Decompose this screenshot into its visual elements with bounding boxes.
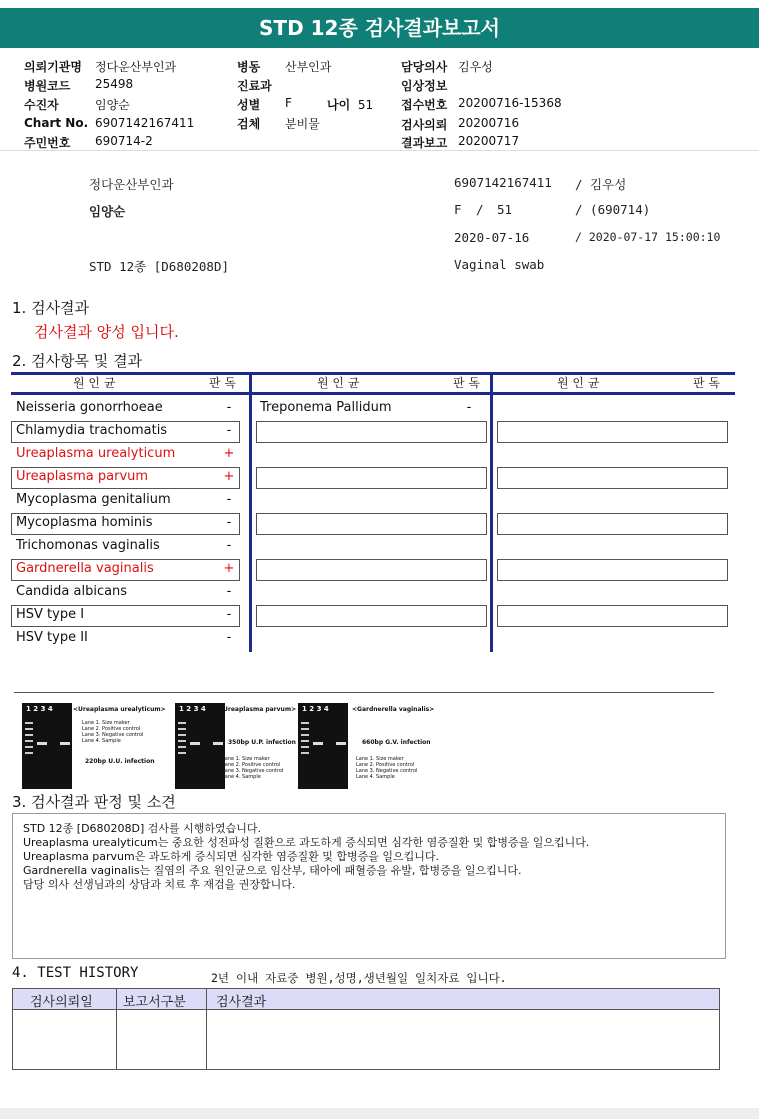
header-organism: 원 인 균 xyxy=(557,376,600,390)
gel-band xyxy=(301,722,309,724)
header-value: F xyxy=(285,96,292,110)
header-organism: 원 인 균 xyxy=(317,376,360,390)
gel-band xyxy=(25,746,33,748)
summary-sex: F xyxy=(454,202,462,217)
section-4-title: 4. TEST HISTORY xyxy=(12,965,139,981)
header-label: 검체 xyxy=(237,117,261,131)
history-col-result: 검사결과 xyxy=(216,995,267,1010)
organism-name: Treponema Pallidum xyxy=(260,400,392,415)
gel-band xyxy=(301,740,309,742)
organism-name: Ureaplasma urealyticum xyxy=(16,446,176,461)
summary-specimen: Vaginal swab xyxy=(454,257,545,272)
gel-caption: <Ureaplasma parvum> xyxy=(218,706,297,713)
gel-band xyxy=(301,728,309,730)
history-col-type: 보고서구분 xyxy=(123,995,186,1010)
organism-result: - xyxy=(226,515,232,530)
summary-slash: / xyxy=(476,202,484,217)
organism-result: - xyxy=(226,400,232,415)
table-column-rule xyxy=(249,372,252,652)
opinion-box xyxy=(12,813,726,959)
organism-name: Mycoplasma genitalium xyxy=(16,492,171,507)
page-footer xyxy=(0,1108,759,1119)
summary-test: STD 12종 [D680208D] xyxy=(89,259,230,274)
organism-name: HSV type I xyxy=(16,607,85,622)
organism-result: - xyxy=(226,423,232,438)
gel-band-label: 350bp U.P. infection xyxy=(228,739,296,746)
gel-band xyxy=(178,722,186,724)
gel-band xyxy=(301,752,309,754)
age-field xyxy=(327,96,373,113)
gel-band xyxy=(190,742,200,745)
history-note: 2년 이내 자료중 병원,성명,생년월일 일치자료 입니다. xyxy=(211,971,507,985)
header-organism: 원 인 균 xyxy=(73,376,116,390)
gel-band xyxy=(37,742,47,745)
history-col-date: 검사의뢰일 xyxy=(30,995,93,1010)
summary-age: 51 xyxy=(497,202,513,217)
overall-result: 검사결과 양성 입니다. xyxy=(34,323,179,341)
organism-result: - xyxy=(226,538,232,553)
age-value: 51 xyxy=(357,98,374,112)
history-column-rule xyxy=(116,989,117,1069)
gel-band xyxy=(178,740,186,742)
header-value: 20200716-15368 xyxy=(458,96,562,110)
header-label: 주민번호 xyxy=(24,136,71,150)
organism-name: Chlamydia trachomatis xyxy=(16,423,168,438)
summary-clinic: 정다운산부인과 xyxy=(89,177,174,192)
section-3-title: 3. 검사결과 판정 및 소견 xyxy=(12,793,176,811)
result-cell-box xyxy=(256,513,487,535)
gel-band xyxy=(213,742,223,745)
table-top-rule xyxy=(11,372,735,375)
organism-name: Mycoplasma hominis xyxy=(16,515,153,530)
opinion-line: STD 12종 [D680208D] 검사를 시행하였습니다. xyxy=(23,822,262,835)
header-value: 임양순 xyxy=(95,98,130,112)
gel-caption: <Ureaplasma urealyticum> xyxy=(73,706,166,713)
organism-result: - xyxy=(226,630,232,645)
divider xyxy=(0,150,759,151)
header-value: 정다운산부인과 xyxy=(95,60,177,74)
history-header-row xyxy=(13,989,719,1010)
organism-result: + xyxy=(223,469,235,484)
gel-divider xyxy=(14,692,714,693)
summary-reported: / 2020-07-17 15:00:10 xyxy=(575,230,721,244)
header-label: Chart No. xyxy=(24,116,89,130)
gel-caption: <Gardnerella vaginalis> xyxy=(352,706,435,713)
result-cell-box xyxy=(497,513,728,535)
summary-birth: / (690714) xyxy=(575,202,651,217)
results-table xyxy=(11,372,735,654)
gel-band xyxy=(25,752,33,754)
result-cell-box xyxy=(256,559,487,581)
gel-band xyxy=(178,728,186,730)
gel-band xyxy=(25,734,33,736)
gel-band xyxy=(301,734,309,736)
history-column-rule xyxy=(206,989,207,1069)
table-column-rule xyxy=(490,372,493,652)
header-label: 검사의뢰 xyxy=(401,118,448,132)
report-title: STD 12종 검사결과보고서 xyxy=(0,8,759,48)
header-value: 분비물 xyxy=(285,117,320,131)
organism-result: + xyxy=(223,446,235,461)
header-label: 수진자 xyxy=(24,98,59,112)
header-label: 성별 xyxy=(237,98,261,112)
section-2-title: 2. 검사항목 및 결과 xyxy=(12,352,143,370)
header-value: 6907142167411 xyxy=(95,116,195,130)
summary-chart: 6907142167411 xyxy=(454,175,552,190)
gel-lane-numbers: 1 2 3 4 xyxy=(179,705,206,713)
header-label: 접수번호 xyxy=(401,98,448,112)
gel-band-label: 660bp G.V. infection xyxy=(362,739,431,746)
opinion-line: Ureaplasma parvum은 과도하게 증식되면 심각한 염증질환 및 합병증을 일으킵니다. xyxy=(23,850,439,863)
organism-name: HSV type II xyxy=(16,630,88,645)
header-result: 판 독 xyxy=(693,376,720,390)
result-cell-box xyxy=(256,605,487,627)
organism-result: - xyxy=(226,584,232,599)
gel-lane-numbers: 1 2 3 4 xyxy=(26,705,53,713)
gel-lane-legend: Lane 1. Size maker Lane 2. Positive control Lane 3. Negative control Lane 4. Sample xyxy=(82,720,144,744)
result-cell-box xyxy=(256,467,487,489)
header-value: 산부인과 xyxy=(285,60,332,74)
result-cell-box xyxy=(497,559,728,581)
summary-patient: 임양순 xyxy=(89,204,126,219)
gel-band xyxy=(178,734,186,736)
header-value: 690714-2 xyxy=(95,134,153,148)
table-header-rule xyxy=(11,392,735,395)
gel-band xyxy=(25,728,33,730)
gel-lane-legend: Lane 1. Size maker Lane 2. Positive control Lane 3. Negative control Lane 4. Sample xyxy=(356,756,418,780)
opinion-line: Gardnerella vaginalis는 질염의 주요 원인균으로 임산부, 태아에 패혈증을 유발, 합병증을 일으킵니다. xyxy=(23,864,522,877)
header-label: 병원코드 xyxy=(24,79,71,93)
header-value: 20200717 xyxy=(458,134,520,148)
header-result: 판 독 xyxy=(209,376,236,390)
gel-band xyxy=(336,742,346,745)
gel-band xyxy=(25,722,33,724)
header-label: 임상정보 xyxy=(401,79,448,93)
result-cell-box xyxy=(497,605,728,627)
result-cell-box xyxy=(256,421,487,443)
header-label: 병동 xyxy=(237,60,261,74)
organism-name: Gardnerella vaginalis xyxy=(16,561,154,576)
header-label: 결과보고 xyxy=(401,136,448,150)
organism-result: - xyxy=(466,400,472,415)
header-value: 20200716 xyxy=(458,116,520,130)
header-label: 담당의사 xyxy=(401,60,448,74)
gel-lane-legend: Lane 1. Size maker Lane 2. Positive control Lane 3. Negative control Lane 4. Sample xyxy=(222,756,284,780)
gel-band xyxy=(25,740,33,742)
gel-band xyxy=(178,746,186,748)
gel-band xyxy=(60,742,70,745)
opinion-line: Ureaplasma urealyticum는 중요한 성전파성 질환으로 과도하게 증식되면 심각한 염증질환 및 합병증을 일으킵니다. xyxy=(23,836,590,849)
age-label: 나이 xyxy=(327,98,351,112)
gel-band xyxy=(178,752,186,754)
gel-lane-numbers: 1 2 3 4 xyxy=(302,705,329,713)
history-table xyxy=(12,988,720,1070)
organism-name: Neisseria gonorrhoeae xyxy=(16,400,163,415)
summary-received: 2020-07-16 xyxy=(454,230,530,245)
header-label: 진료과 xyxy=(237,79,272,93)
header-result: 판 독 xyxy=(453,376,480,390)
organism-result: + xyxy=(223,561,235,576)
organism-name: Trichomonas vaginalis xyxy=(16,538,160,553)
header-value: 25498 xyxy=(95,77,134,91)
opinion-line: 담당 의사 선생님과의 상담과 치료 후 재검을 권장합니다. xyxy=(23,878,296,891)
header-value: 김우성 xyxy=(458,60,493,74)
gel-band-label: 220bp U.U. infection xyxy=(85,758,155,765)
organism-name: Candida albicans xyxy=(16,584,128,599)
section-1-title: 1. 검사결과 xyxy=(12,299,90,317)
organism-result: - xyxy=(226,607,232,622)
result-cell-box xyxy=(497,421,728,443)
gel-band xyxy=(301,746,309,748)
result-cell-box xyxy=(497,467,728,489)
gel-band xyxy=(313,742,323,745)
organism-result: - xyxy=(226,492,232,507)
summary-doctor: / 김우성 xyxy=(575,177,627,192)
header-label: 의뢰기관명 xyxy=(24,60,82,74)
organism-name: Ureaplasma parvum xyxy=(16,469,149,484)
